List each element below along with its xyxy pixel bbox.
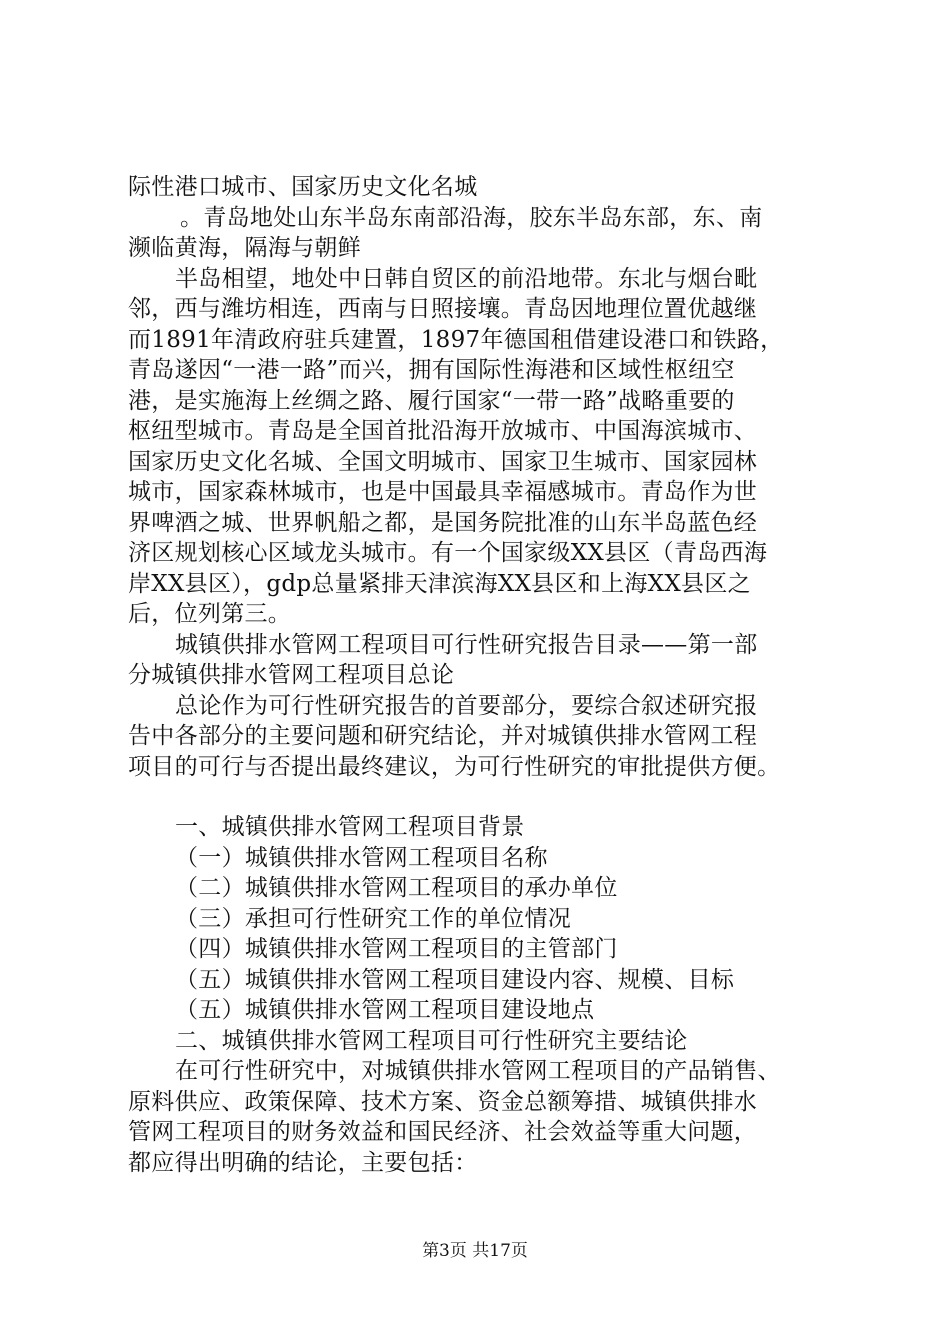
text-line: 项目的可行与否提出最终建议，为可行性研究的审批提供方便。	[128, 753, 781, 780]
text-line: 界啤酒之城、世界帆船之都，是国务院批准的山东半岛蓝色经	[128, 509, 758, 536]
subsection-item: （四）城镇供排水管网工程项目的主管部门	[175, 936, 618, 962]
page-footer: 第3页 共17页	[422, 1241, 528, 1261]
document-body	[128, 172, 840, 1178]
text-line: 濒临黄海，隔海与朝鲜	[128, 235, 361, 261]
text-line: 总论作为可行性研究报告的首要部分，要综合叙述研究报	[175, 692, 758, 719]
text-line: 在可行性研究中，对城镇供排水管网工程项目的产品销售、	[175, 1058, 781, 1084]
text-line: 分城镇供排水管网工程项目总论	[128, 662, 455, 688]
text-line: 而1891年清政府驻兵建置，1897年德国租借建设港口和铁路，	[128, 326, 784, 353]
section-heading: 一、城镇供排水管网工程项目背景	[175, 814, 525, 840]
text-line: 管网工程项目的财务效益和国民经济、社会效益等重大问题，	[128, 1119, 758, 1145]
text-line: 城镇供排水管网工程项目可行性研究报告目录——第一部	[175, 631, 758, 658]
subsection-item: （五）城镇供排水管网工程项目建设地点	[175, 997, 595, 1023]
text-line: 国家历史文化名城、全国文明城市、国家卫生城市、国家园林	[128, 448, 758, 475]
subsection-item: （二）城镇供排水管网工程项目的承办单位	[175, 875, 618, 901]
text-line: 岸XX县区），gdp总量紧排天津滨海XX县区和上海XX县区之	[128, 570, 751, 597]
text-line: 后，位列第三。	[128, 601, 292, 627]
text-line: 济区规划核心区域龙头城市。有一个国家级XX县区（青岛西海	[128, 540, 768, 566]
blank-line	[128, 782, 840, 812]
text-line: 邻，西与潍坊相连，西南与日照接壤。青岛因地理位置优越继	[128, 296, 758, 322]
subsection-item: （五）城镇供排水管网工程项目建设内容、规模、目标	[175, 966, 735, 993]
section-heading: 二、城镇供排水管网工程项目可行性研究主要结论	[175, 1027, 688, 1054]
text-line: 都应得出明确的结论，主要包括：	[128, 1149, 478, 1176]
text-line: 告中各部分的主要问题和研究结论，并对城镇供排水管网工程	[128, 723, 758, 749]
text-line: 城市，国家森林城市，也是中国最具幸福感城市。青岛作为世	[128, 479, 758, 505]
text-line: 枢纽型城市。青岛是全国首批沿海开放城市、中国海滨城市、	[128, 418, 758, 444]
text-line: 青岛遂因“一港一路”而兴，拥有国际性海港和区域性枢纽空	[128, 357, 735, 383]
text-line: 半岛相望，地处中日韩自贸区的前沿地带。东北与烟台毗	[175, 265, 758, 292]
subsection-item: （一）城镇供排水管网工程项目名称	[175, 844, 548, 871]
text-line: 原料供应、政策保障、技术方案、资金总额筹措、城镇供排水	[128, 1088, 758, 1115]
subsection-item: （三）承担可行性研究工作的单位情况	[175, 905, 572, 932]
text-line: 际性港口城市、国家历史文化名城	[128, 174, 478, 200]
text-line: 。青岛地处山东半岛东南部沿海，胶东半岛东部，东、南	[180, 204, 763, 231]
text-line: 港，是实施海上丝绸之路、履行国家“一带一路”战略重要的	[128, 387, 735, 414]
